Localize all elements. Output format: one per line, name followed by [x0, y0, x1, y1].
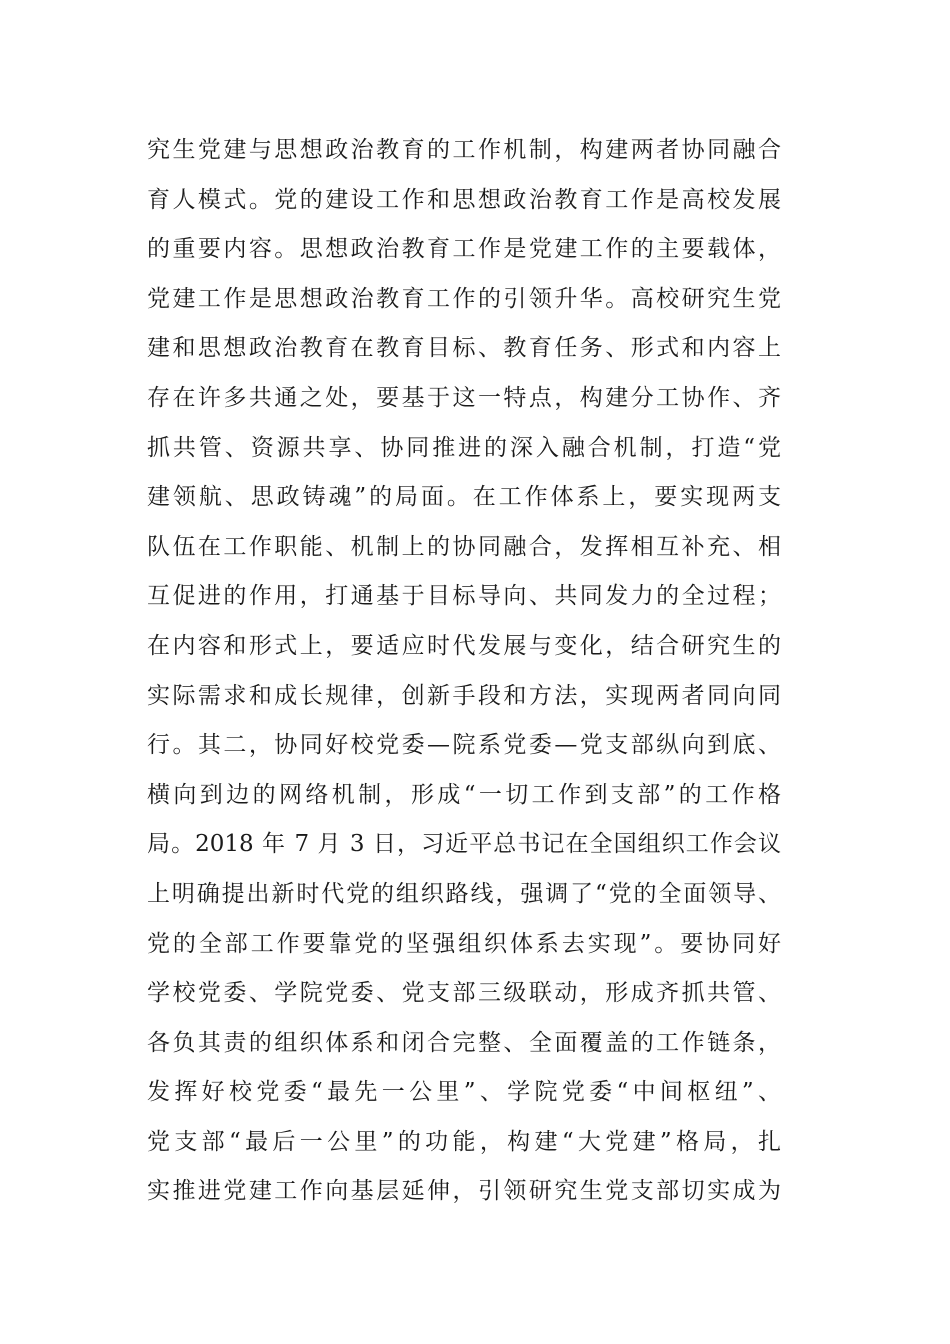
text-line: 队伍在工作职能、机制上的协同融合，发挥相互补充、相 [147, 533, 781, 560]
text-line: 实际需求和成长规律，创新手段和方法，实现两者同向同 [147, 682, 781, 709]
text-line: 在内容和形式上，要适应时代发展与变化，结合研究生的 [147, 632, 781, 659]
body-paragraph [147, 126, 781, 1217]
text-line: 育人模式。党的建设工作和思想政治教育工作是高校发展 [147, 186, 781, 213]
text-line: 的重要内容。思想政治教育工作是党建工作的主要载体， [147, 236, 781, 263]
text-line: 抓共管、资源共享、协同推进的深入融合机制，打造“党 [147, 434, 781, 461]
text-line: 党支部“最后一公里”的功能，构建“大党建”格局，扎 [147, 1128, 781, 1155]
text-line: 存在许多共通之处，要基于这一特点，构建分工协作、齐 [147, 384, 781, 411]
text-line: 学校党委、学院党委、党支部三级联动，形成齐抓共管、 [147, 980, 781, 1007]
text-line: 行。其二，协同好校党委—院系党委—党支部纵向到底、 [147, 732, 781, 759]
text-line: 各负其责的组织体系和闭合完整、全面覆盖的工作链条， [147, 1029, 781, 1056]
text-line: 究生党建与思想政治教育的工作机制，构建两者协同融合 [147, 137, 781, 163]
text-line: 建和思想政治教育在教育目标、教育任务、形式和内容上 [147, 335, 781, 362]
text-line: 党建工作是思想政治教育工作的引领升华。高校研究生党 [147, 285, 781, 312]
text-line: 党的全部工作要靠党的坚强组织体系去实现”。要协同好 [147, 930, 781, 957]
text-line: 局。2018 年 7 月 3 日，习近平总书记在全国组织工作会议 [147, 831, 781, 858]
text-line: 实推进党建工作向基层延伸，引领研究生党支部切实成为 [147, 1178, 781, 1205]
text-line: 上明确提出新时代党的组织路线，强调了“党的全面领导、 [147, 880, 781, 907]
text-line: 建领航、思政铸魂”的局面。在工作体系上，要实现两支 [147, 484, 781, 511]
text-line: 互促进的作用，打通基于目标导向、共同发力的全过程； [147, 583, 781, 610]
text-line: 发挥好校党委“最先一公里”、学院党委“中间枢纽”、 [147, 1079, 781, 1106]
text-line: 横向到边的网络机制，形成“一切工作到支部”的工作格 [147, 781, 781, 808]
